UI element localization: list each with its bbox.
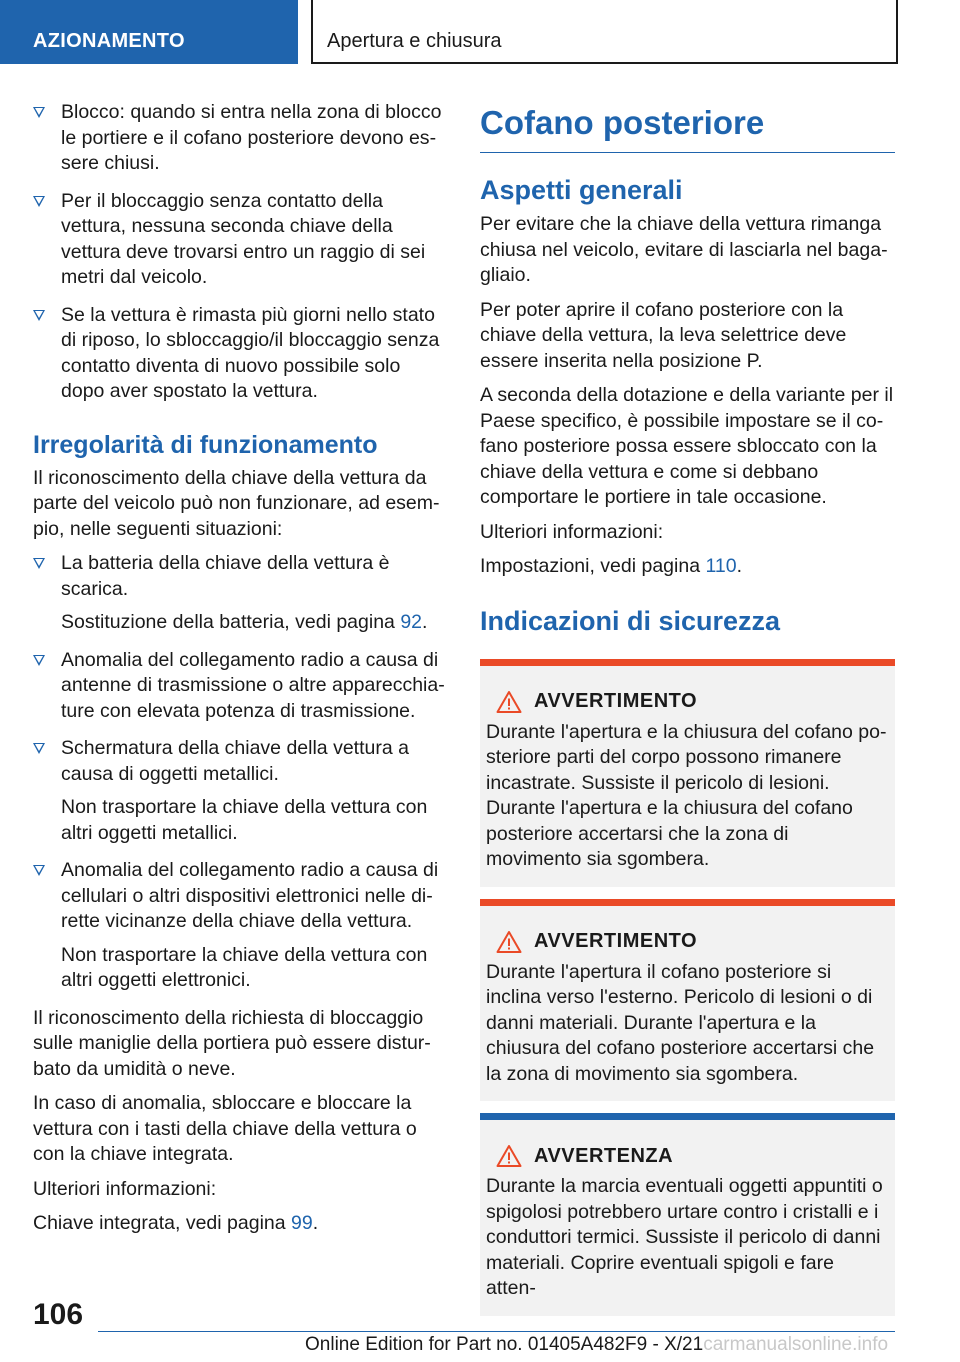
page-link-110[interactable]: 110 <box>705 555 737 577</box>
reference-settings: Impostazioni, vedi pagina 110. <box>480 555 742 577</box>
notice-title: AVVERTIMENTO <box>534 690 698 712</box>
notice-title: AVVERTENZA <box>534 1144 674 1167</box>
list-item: Se la vettura è rimasta più giorni nello stato di riposo, lo sbloccaggio/il bloccaggio senza contatto diventa di nuovo possibile solo dopo aver spostato la vettura. <box>33 303 448 405</box>
malfunction-intro: Il riconoscimento della chiave della vettura da parte del veicolo può non funzionare, ad esempio, nelle seguenti situazioni: <box>33 466 440 540</box>
footer-divider <box>98 1331 895 1332</box>
malfunction-heading: Irregolarità di funzionamento <box>33 430 378 459</box>
page-number: 106 <box>33 1298 84 1331</box>
bullet-triangle-icon <box>33 310 45 321</box>
list-item: Blocco: quando si entra nella zona di blocco le portiere e il cofano posteriore devono essere chiusi. <box>33 100 448 177</box>
list-item: Anomalia del collegamento radio a causa di antenne di trasmissione o altre apparecchiature con elevata potenza di trasmissione. <box>33 648 448 725</box>
left-column <box>33 100 448 1246</box>
notice-text: Durante l'apertura e la chiusura del cofano posteriore parti del corpo possono rimanere incastrate. Sussiste il pericolo di lesioni. Durante l'apertura e la chiusura del cofano posteriore accertarsi che la zona di movimento sia sgombera. <box>486 720 887 870</box>
intro-bullet-list <box>33 100 448 405</box>
bullet-triangle-icon <box>33 743 45 754</box>
footer-edition: Online Edition for Part no. 01405A482F9 - X/21carmanualsonline.info <box>305 1334 889 1355</box>
warning-notice <box>480 899 895 1102</box>
humidity-paragraph: Il riconoscimento della richiesta di bloccaggio sulle maniglie della portiera può essere disturbato da umidità o neve. <box>33 1006 431 1080</box>
general-heading: Aspetti generali <box>480 175 683 205</box>
watermark: carmanualsonline.info <box>703 1334 889 1355</box>
page-link-92[interactable]: 92 <box>400 611 423 633</box>
fallback-paragraph: In caso di anomalia, sbloccare e bloccare la vettura con i tasti della chiave della vettura o con la chiave integrata. <box>33 1092 417 1165</box>
warning-notice <box>480 659 895 887</box>
chapter-title: Apertura e chiusura <box>327 30 502 52</box>
page-link-99[interactable]: 99 <box>291 1212 313 1234</box>
bullet-triangle-icon <box>33 196 45 207</box>
bullet-triangle-icon <box>33 558 45 569</box>
caution-notice <box>480 1113 895 1316</box>
notice-text: Durante la marcia eventuali oggetti appuntiti o spigolosi potrebbero urtare contro i cristalli e i conduttori termici. Sussiste il pericolo di danni materiali. Coprire eventuali spigoli e fare atten- <box>486 1175 883 1299</box>
malfunction-bullet-list <box>33 551 448 994</box>
reference-integrated-key: Chiave integrata, vedi pagina 99. <box>33 1212 319 1234</box>
section-title: AZIONAMENTO <box>33 30 185 52</box>
warning-triangle-icon <box>496 930 522 954</box>
notice-text: Durante l'apertura il cofano posteriore si inclina verso l'esterno. Pericolo di lesioni o di danni materiali. Durante l'apertura e la chiusura del cofano posteriore accertarsi che la zona di movimento sia sgombera. <box>486 960 875 1085</box>
right-column <box>480 100 895 1328</box>
more-info-label: Ulteriori informazioni: <box>480 520 664 543</box>
bullet-triangle-icon <box>33 865 45 876</box>
warning-triangle-icon <box>496 690 522 714</box>
notice-title: AVVERTIMENTO <box>534 930 698 952</box>
general-paragraph-2: Per poter aprire il cofano posteriore con la chiave della vettura, la leva selettrice deve essere inserita nella posizione P. <box>480 298 847 372</box>
chapter-tab <box>311 0 898 64</box>
list-item: La batteria della chiave della vettura è scarica. Sostituzione della batteria, vedi pagina 92. <box>33 551 448 636</box>
list-item: Anomalia del collegamento radio a causa di cellulari o altri dispositivi elettronici nelle dirette vicinanze della chiave della vettura. Non trasportare la chiave della vettura con altri oggetti elettronici. <box>33 858 448 994</box>
general-paragraph-3: A seconda della dotazione e della variante per il Paese specifico, è possibile impostare se il cofano posteriore possa essere sbloccato con la chiave della vettura e come si debbano comportare le portiere in tale occasione. <box>480 384 894 508</box>
list-item: Per il bloccaggio senza contatto della vettura, nessuna seconda chiave della vettura deve trovarsi entro un raggio di sei metri dal veicolo. <box>33 189 448 291</box>
bullet-triangle-icon <box>33 107 45 118</box>
safety-heading: Indicazioni di sicurezza <box>480 605 781 636</box>
section-heading: Cofano posteriore <box>480 100 895 153</box>
general-paragraph-1: Per evitare che la chiave della vettura rimanga chiusa nel veicolo, evitare di lasciarla nel bagagliaio. <box>480 213 888 286</box>
warning-triangle-icon <box>496 1144 522 1168</box>
section-tab <box>0 0 298 64</box>
more-info-label: Ulteriori informazioni: <box>33 1177 217 1200</box>
list-item: Schermatura della chiave della vettura a causa di oggetti metallici. Non trasportare la chiave della vettura con altri oggetti metallici. <box>33 736 448 846</box>
bullet-triangle-icon <box>33 655 45 666</box>
